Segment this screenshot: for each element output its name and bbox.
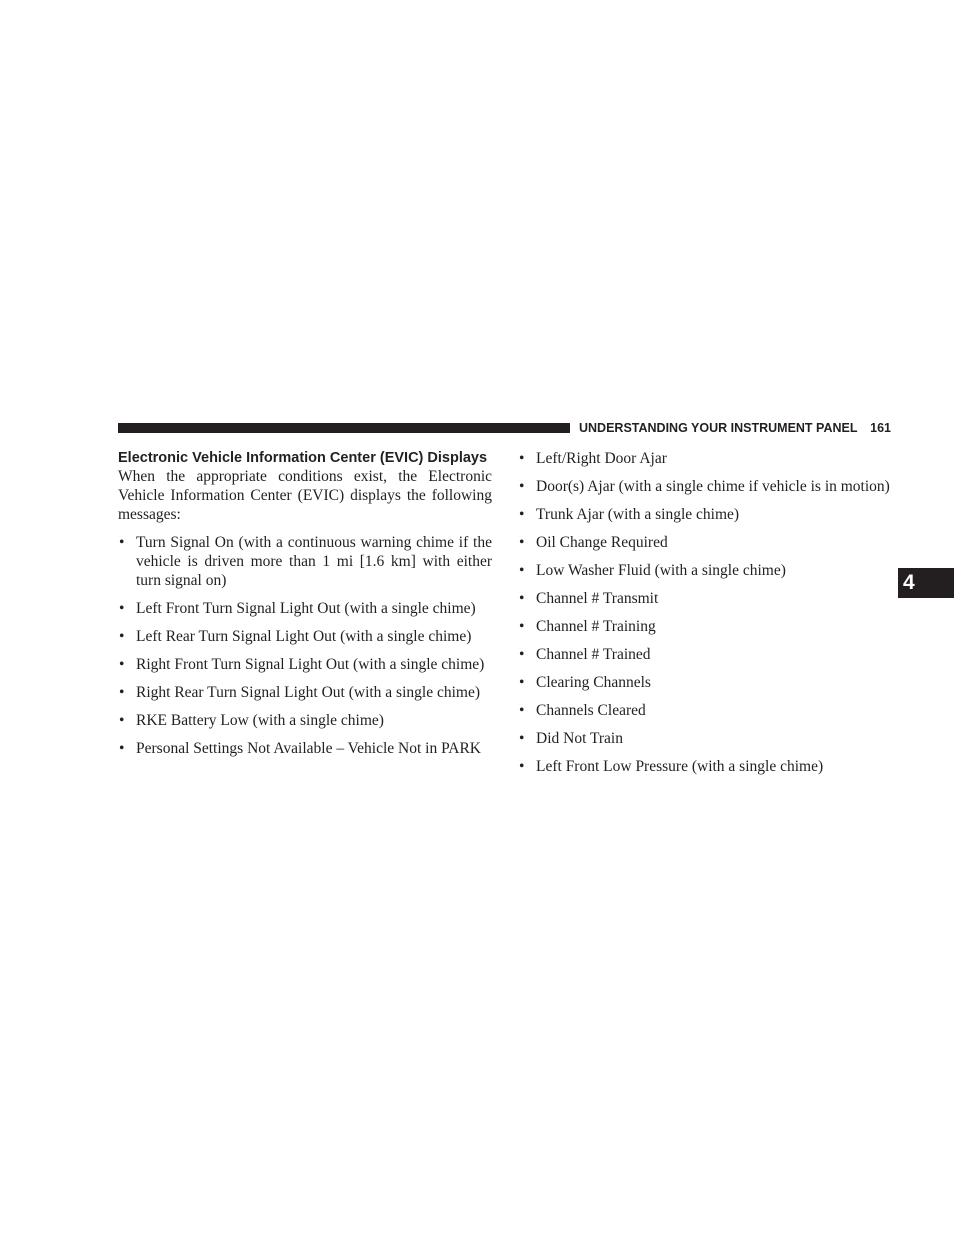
list-item-text: RKE Battery Low (with a single chime) [136,712,384,729]
list-item-text: Clearing Channels [536,674,651,691]
list-item [118,627,492,646]
list-item-text: Low Washer Fluid (with a single chime) [536,562,786,579]
list-item [118,711,492,730]
bullet-icon: • [519,646,525,663]
intro-paragraph: When the appropriate conditions exist, the Electronic Vehicle Information Center (EVIC) displays the following messages: [118,468,492,523]
list-item-text: Left/Right Door Ajar [536,450,667,467]
page-number: 161 [870,421,891,435]
list-item-text: Trunk Ajar (with a single chime) [536,506,740,523]
left-message-list [118,533,492,758]
list-item [518,673,892,692]
list-item [518,505,892,524]
list-item-text: Channel # Trained [536,646,651,663]
bullet-icon: • [519,618,525,635]
header-section-title: UNDERSTANDING YOUR INSTRUMENT PANEL [579,421,858,435]
bullet-icon: • [519,758,525,775]
bullet-icon: • [119,712,125,729]
list-item [518,533,892,552]
list-item-text: Left Front Low Pressure (with a single chime) [536,758,824,775]
list-item [118,683,492,702]
bullet-icon: • [519,730,525,747]
list-item [518,561,892,580]
bullet-icon: • [519,702,525,719]
list-item-text: Left Rear Turn Signal Light Out (with a single chime) [136,628,472,645]
list-item [118,533,492,590]
list-item [518,645,892,664]
list-item-text: Left Front Turn Signal Light Out (with a single chime) [136,600,476,617]
list-item [518,589,892,608]
bullet-icon: • [519,534,525,551]
right-message-list [518,449,892,776]
list-item [518,449,892,468]
list-item [518,757,892,776]
left-column [118,449,492,767]
bullet-icon: • [519,450,525,467]
bullet-icon: • [119,600,125,617]
list-item [518,701,892,720]
right-column [518,449,892,785]
list-item-text: Channel # Transmit [536,590,659,607]
list-item-text: Turn Signal On (with a continuous warning chime if the vehicle is driven more than 1 mi [1.6 km] with either turn signal on) [136,534,492,589]
list-item-text: Oil Change Required [536,534,668,551]
list-item [118,655,492,674]
bullet-icon: • [519,562,525,579]
chapter-tab: 4 [898,568,954,598]
bullet-icon: • [119,534,125,551]
bullet-icon: • [519,478,525,495]
bullet-icon: • [119,740,125,757]
bullet-icon: • [519,506,525,523]
list-item-text: Did Not Train [536,730,623,747]
list-item [518,617,892,636]
section-heading: Electronic Vehicle Information Center (EVIC) Displays [118,450,488,466]
bullet-icon: • [519,674,525,691]
list-item-text: Right Front Turn Signal Light Out (with a single chime) [136,656,485,673]
list-item [118,739,492,758]
bullet-icon: • [519,590,525,607]
list-item-text: Door(s) Ajar (with a single chime if vehicle is in motion) [536,478,890,495]
running-header [579,420,891,436]
header-rule [118,423,570,433]
list-item [118,599,492,618]
list-item-text: Right Rear Turn Signal Light Out (with a single chime) [136,684,480,701]
list-item-text: Channels Cleared [536,702,646,719]
list-item-text: Personal Settings Not Available – Vehicle Not in PARK [136,740,482,757]
bullet-icon: • [119,684,125,701]
bullet-icon: • [119,656,125,673]
list-item [518,729,892,748]
list-item-text: Channel # Training [536,618,656,635]
bullet-icon: • [119,628,125,645]
list-item [518,477,892,496]
